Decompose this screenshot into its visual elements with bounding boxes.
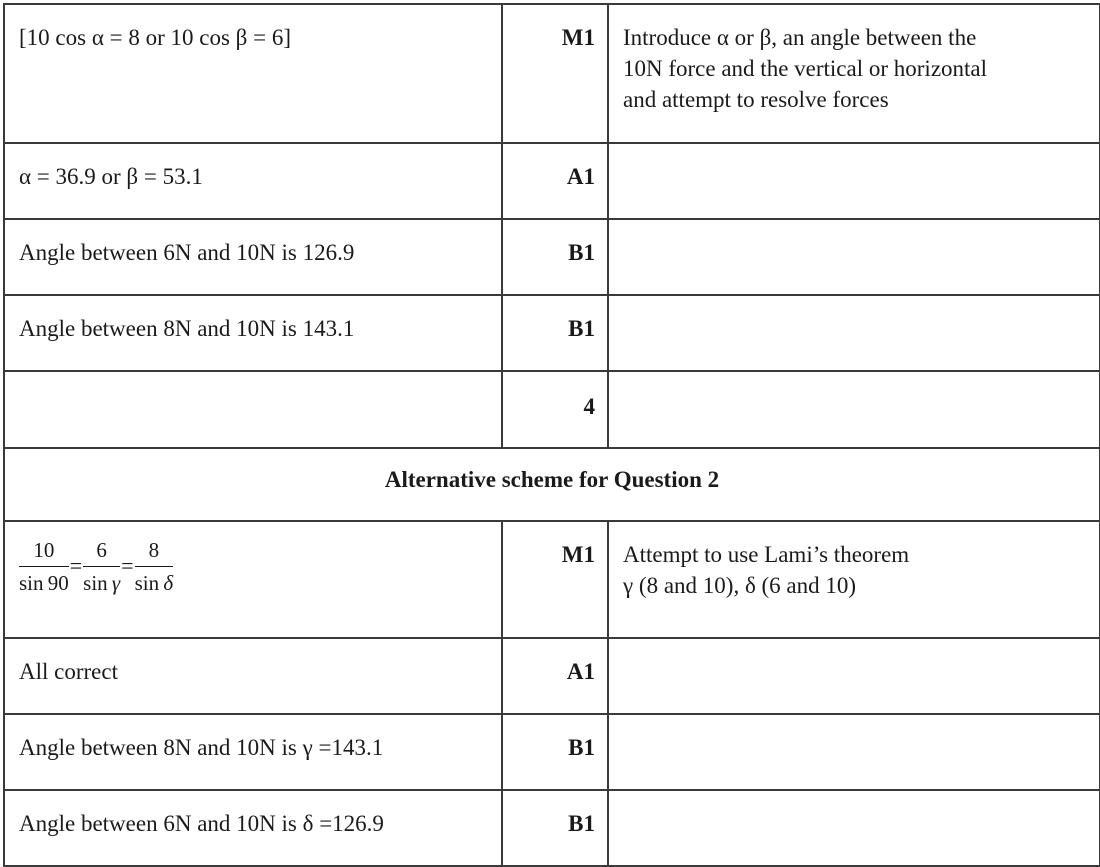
note-line: Introduce α or β, an angle between the bbox=[623, 25, 977, 50]
scheme-row-delta bbox=[4, 790, 1100, 866]
angle-arg: 90 bbox=[47, 570, 69, 595]
mark-cell: B1 bbox=[502, 790, 608, 866]
sin-fn: sin bbox=[134, 570, 160, 595]
lami-equation-cell bbox=[4, 521, 502, 638]
scheme-row-all-correct bbox=[4, 638, 1100, 714]
note-cell bbox=[608, 143, 1100, 219]
note-cell bbox=[608, 521, 1100, 638]
numerator: 8 bbox=[135, 537, 174, 567]
angle-arg: δ bbox=[163, 570, 174, 595]
mark-cell: M1 bbox=[502, 4, 608, 143]
working-cell: Angle between 8N and 10N is 143.1 bbox=[4, 295, 502, 371]
equals-sign: = bbox=[121, 552, 134, 578]
scheme-row-angles-value bbox=[4, 143, 1100, 219]
working-cell: All correct bbox=[4, 638, 502, 714]
fraction-8-sin-delta bbox=[135, 537, 174, 596]
note-line: Attempt to use Lami’s theorem bbox=[623, 542, 910, 567]
mark-cell: A1 bbox=[502, 638, 608, 714]
total-marks: 4 bbox=[502, 371, 608, 448]
fraction-10-sin90 bbox=[19, 537, 69, 596]
working-cell: Angle between 8N and 10N is γ =143.1 bbox=[4, 714, 502, 790]
note-cell bbox=[608, 638, 1100, 714]
numerator: 10 bbox=[19, 537, 69, 567]
scheme-row-resolve bbox=[4, 4, 1100, 143]
working-cell: Angle between 6N and 10N is δ =126.9 bbox=[4, 790, 502, 866]
working-cell: Angle between 6N and 10N is 126.9 bbox=[4, 219, 502, 295]
note-line: γ (8 and 10), δ (6 and 10) bbox=[623, 573, 857, 598]
sin-fn: sin bbox=[19, 570, 44, 595]
scheme-row-total bbox=[4, 371, 1100, 448]
scheme-row-angle-6n-10n bbox=[4, 219, 1100, 295]
scheme-row-gamma bbox=[4, 714, 1100, 790]
lami-equation bbox=[19, 531, 501, 601]
mark-cell: B1 bbox=[502, 714, 608, 790]
alternative-scheme-heading: Alternative scheme for Question 2 bbox=[4, 448, 1100, 521]
mark-cell: M1 bbox=[502, 521, 608, 638]
mark-cell: B1 bbox=[502, 295, 608, 371]
mark-cell: B1 bbox=[502, 219, 608, 295]
denominator bbox=[135, 567, 174, 596]
note-cell bbox=[608, 295, 1100, 371]
scheme-row-angle-8n-10n bbox=[4, 295, 1100, 371]
note-cell bbox=[608, 714, 1100, 790]
mark-cell: A1 bbox=[502, 143, 608, 219]
working-cell-empty bbox=[4, 371, 502, 448]
angle-arg: γ bbox=[111, 570, 121, 595]
scheme-row-lami bbox=[4, 521, 1100, 638]
note-cell bbox=[608, 219, 1100, 295]
note-line: 10N force and the vertical or horizontal bbox=[623, 56, 988, 81]
working-cell: α = 36.9 or β = 53.1 bbox=[4, 143, 502, 219]
equals-sign: = bbox=[69, 552, 83, 578]
alternative-scheme-heading-row bbox=[4, 448, 1100, 521]
note-cell bbox=[608, 4, 1100, 143]
note-cell-empty bbox=[608, 371, 1100, 448]
note-line: and attempt to resolve forces bbox=[623, 87, 889, 112]
fraction-6-sin-gamma bbox=[83, 537, 120, 596]
numerator: 6 bbox=[83, 537, 120, 567]
denominator bbox=[19, 567, 69, 596]
sin-fn: sin bbox=[83, 570, 108, 595]
working-cell: [10 cos α = 8 or 10 cos β = 6] bbox=[4, 4, 502, 143]
denominator bbox=[83, 567, 120, 596]
mark-scheme-table bbox=[3, 3, 1100, 867]
note-cell bbox=[608, 790, 1100, 866]
